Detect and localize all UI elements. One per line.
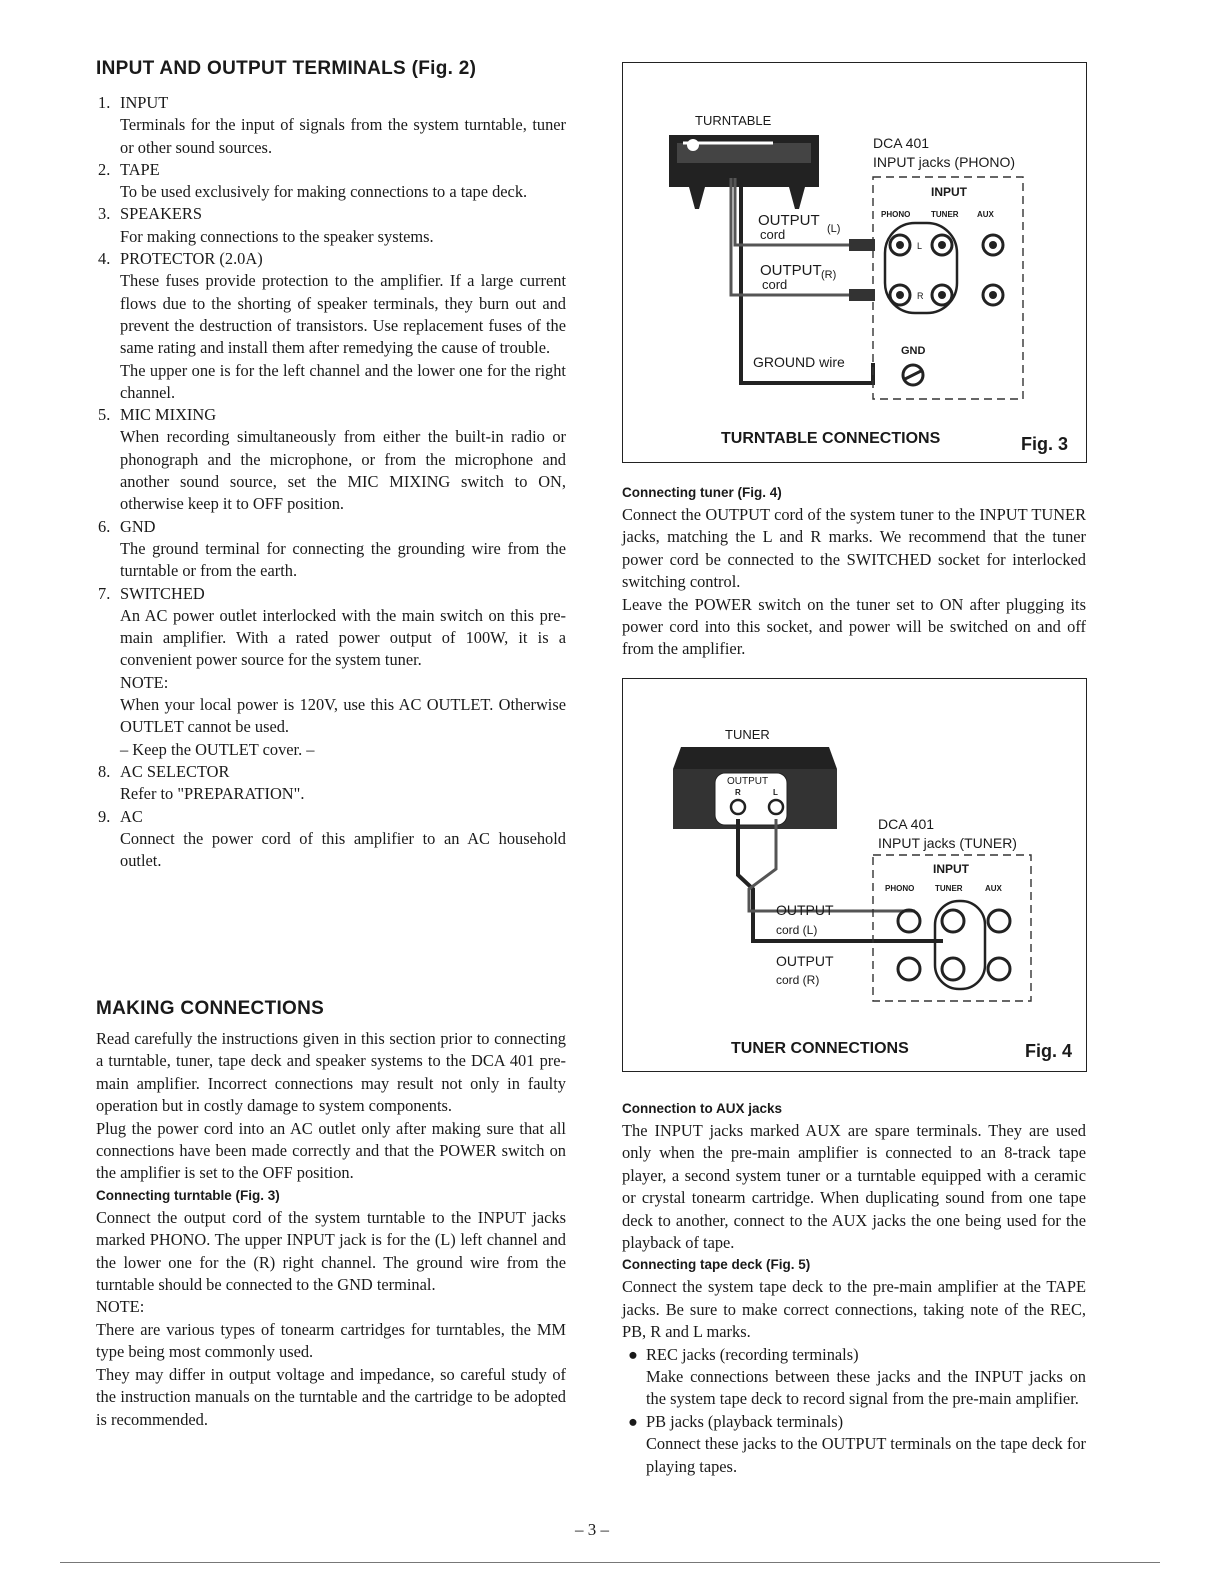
making-p2: Plug the power cord into an AC outlet only after making sure that all connections have been made correctly and that the POWER switch on the amplifier is set to the OFF position. xyxy=(96,1118,566,1183)
item-text: These fuses provide protection to the amplifier. If a large current flows due to the shorting of speaker terminals, they burn out and prevent the destruction of transistors. Use replacement fuses of the same rating and install them after remedying the cause of trouble. xyxy=(120,271,566,358)
aux-text: The INPUT jacks marked AUX are spare terminals. They are used only when the pre-main amplifier is connected to an 8-track tape player, a second system tuner or a turntable equipped with a ceramic or crystal tonearm cartridge. When duplicating sound from one tape deck to another, connect to the AUX jacks the one being used for the playback of tape. xyxy=(622,1121,1086,1253)
turntable-label: TURNTABLE xyxy=(695,113,772,128)
fig4-number: Fig. 4 xyxy=(1025,1041,1073,1061)
list-item xyxy=(96,159,566,204)
bottom-rule xyxy=(60,1562,1160,1563)
phono-label: PHONO xyxy=(885,884,915,893)
jack-center xyxy=(896,291,904,299)
fig4-caption: TUNER CONNECTIONS xyxy=(731,1040,909,1057)
jack-aux-l xyxy=(988,910,1010,932)
tuner-label: TUNER xyxy=(725,727,770,742)
jack-phono-r xyxy=(898,958,920,980)
terminals-list xyxy=(96,92,566,872)
fig4-tuner-connections xyxy=(622,678,1087,1072)
plug-left xyxy=(849,239,875,251)
list-item xyxy=(96,806,566,873)
item-text: Refer to "PREPARATION". xyxy=(120,784,305,804)
item-text: An AC power outlet interlocked with the main switch on this pre-main amplifier. With a rated power output of 100W, it is a convenient power source for the system tuner. xyxy=(120,605,566,670)
item-text: To be used exclusively for making connections to a tape deck. xyxy=(120,182,528,202)
list-item xyxy=(96,516,566,583)
cord-l-label: cord (L) xyxy=(776,923,818,937)
jack-phono-l xyxy=(898,910,920,932)
output-r-label: OUTPUT xyxy=(760,262,822,279)
item-title: AC xyxy=(120,806,143,826)
list-item xyxy=(622,1344,1086,1411)
item-number: 2. xyxy=(98,159,111,179)
turntable-diagram xyxy=(623,63,1086,463)
bullet-icon: ● xyxy=(628,1411,638,1431)
bullet-icon: ● xyxy=(628,1344,638,1364)
cord-l-label: cord xyxy=(760,227,786,242)
output-l-label: OUTPUT xyxy=(758,212,820,229)
output-panel-label: OUTPUT xyxy=(727,776,769,787)
item-number: 1. xyxy=(98,93,111,112)
r-jack-mark: R xyxy=(917,291,924,301)
bullet-text: Make connections between these jacks and the INPUT jacks on the system tape deck to record signal from the pre-main amplifier. xyxy=(646,1367,1086,1409)
tuner-subheading: Connecting tuner (Fig. 4) xyxy=(622,485,782,500)
item-title: GND xyxy=(120,516,156,536)
note-text-2: – Keep the OUTLET cover. – xyxy=(120,739,315,759)
note-label: NOTE: xyxy=(96,1297,145,1317)
bullet-title: PB jacks (playback terminals) xyxy=(646,1411,844,1431)
bullet-title: REC jacks (recording terminals) xyxy=(646,1344,859,1364)
turntable-pivot xyxy=(687,139,699,151)
note-text: When your local power is 120V, use this AC OUTLET. Otherwise OUTLET cannot be used. xyxy=(120,695,566,737)
jack-tuner-r xyxy=(942,958,964,980)
item-number: 3. xyxy=(98,204,111,224)
note-label: NOTE: xyxy=(120,672,169,692)
list-item xyxy=(96,583,566,761)
making-connections-section xyxy=(96,998,566,1431)
tape-text: Connect the system tape deck to the pre-main amplifier at the TAPE jacks. Be sure to make correct connections, taking note of the REC, PB, R and L marks. xyxy=(622,1277,1086,1342)
list-item xyxy=(96,203,566,248)
r-mark: R xyxy=(735,788,741,797)
note-text-2: They may differ in output voltage and impedance, so careful study of the instruction manuals on the turntable and the cartridge to be adopted is recommended. xyxy=(96,1364,566,1429)
output-r-label: OUTPUT xyxy=(776,953,834,969)
jack-tuner-l xyxy=(942,910,964,932)
list-item xyxy=(622,1411,1086,1478)
making-heading: MAKING CONNECTIONS xyxy=(96,998,325,1019)
aux-subheading: Connection to AUX jacks xyxy=(622,1101,783,1116)
item-title: SPEAKERS xyxy=(120,204,202,224)
item-text: Connect the power cord of this amplifier to an AC household outlet. xyxy=(120,828,566,871)
item-number: 5. xyxy=(98,405,111,425)
fig3-turntable-connections xyxy=(622,62,1087,463)
item-text: The ground terminal for connecting the grounding wire from the turntable or from the earth. xyxy=(120,538,566,581)
item-text: For making connections to the speaker systems. xyxy=(120,226,434,246)
making-body xyxy=(96,1028,566,1431)
jack-center xyxy=(989,291,997,299)
ground-wire xyxy=(741,178,873,383)
list-item xyxy=(96,92,566,159)
fig3-caption: TURNTABLE CONNECTIONS xyxy=(721,430,941,447)
item-title: MIC MIXING xyxy=(120,405,217,425)
turntable-foot-left xyxy=(689,187,705,209)
item-title: AC SELECTOR xyxy=(120,761,230,781)
left-column xyxy=(96,58,566,872)
item-number: 8. xyxy=(98,761,111,781)
aux-tape-body xyxy=(622,1098,1086,1478)
item-title: INPUT xyxy=(120,93,169,112)
item-number: 9. xyxy=(98,806,111,826)
model-label: DCA 401 xyxy=(873,135,930,151)
tuner-top xyxy=(673,747,837,769)
turntable-subheading: Connecting turntable (Fig. 3) xyxy=(96,1187,280,1203)
item-text-2: The upper one is for the left channel and the lower one for the right channel. xyxy=(120,360,566,402)
terminals-heading: INPUT AND OUTPUT TERMINALS (Fig. 2) xyxy=(96,58,477,79)
l-mark: (L) xyxy=(827,223,841,235)
tuner-label: TUNER xyxy=(931,210,959,219)
phono-label: PHONO xyxy=(881,210,911,219)
plug-right xyxy=(849,289,875,301)
gnd-slot xyxy=(905,371,921,379)
list-item xyxy=(96,248,566,404)
tape-subheading: Connecting tape deck (Fig. 5) xyxy=(622,1257,811,1273)
tuner-jack-label: TUNER xyxy=(935,884,963,893)
jack-center xyxy=(938,291,946,299)
jack-center xyxy=(938,241,946,249)
turntable-text: Connect the output cord of the system turntable to the INPUT jacks marked PHONO. The upper INPUT jack is for the (L) left channel and the lower one for the (R) right channel. The ground wire from the turntable should be connected to the GND terminal. xyxy=(96,1207,566,1295)
input-label: INPUT xyxy=(931,185,967,199)
model-label: DCA 401 xyxy=(878,816,935,832)
jack-center xyxy=(896,241,904,249)
item-text: Terminals for the input of signals from the system turntable, tuner or other sound sources. xyxy=(120,115,566,157)
item-text: When recording simultaneously from either the built-in radio or phonograph and the microphone, or from the microphone and another sound source, set the MIC MIXING switch to ON, otherwise keep it to OFF position. xyxy=(120,427,566,514)
item-title: TAPE xyxy=(120,159,160,179)
list-item xyxy=(96,404,566,515)
aux-label: AUX xyxy=(977,210,994,219)
tuner-section xyxy=(622,482,1086,661)
item-title: PROTECTOR (2.0A) xyxy=(120,249,263,269)
turntable-foot-right xyxy=(789,187,805,209)
aux-tape-section xyxy=(622,1098,1086,1478)
item-number: 7. xyxy=(98,583,111,603)
jack-aux-r xyxy=(988,958,1010,980)
gnd-label: GND xyxy=(901,345,926,357)
cord-r-label: cord (R) xyxy=(776,973,820,987)
page-number: – 3 – xyxy=(575,1520,609,1539)
aux-label: AUX xyxy=(985,884,1002,893)
output-l-label: OUTPUT xyxy=(776,902,834,918)
making-p1: Read carefully the instructions given in this section prior to connecting a turntable, tuner, tape deck and speaker systems to the DCA 401 pre-main amplifier. Incorrect connections may result not only in faulty operation but in costly damage to system components. xyxy=(96,1029,566,1116)
jack-center xyxy=(989,241,997,249)
ground-wire-label: GROUND wire xyxy=(753,354,845,370)
l-mark: L xyxy=(773,788,778,797)
jacks-label: INPUT jacks (PHONO) xyxy=(873,154,1016,170)
tuner-p1: Connect the OUTPUT cord of the system tuner to the INPUT TUNER jacks, matching the L and R marks. We recommend that the tuner power cord be connected to the SWITCHED socket for interlocked switching control. xyxy=(622,505,1086,592)
l-jack-mark: L xyxy=(917,241,923,251)
cord-r-label: cord xyxy=(762,277,788,292)
item-title: SWITCHED xyxy=(120,583,205,603)
fig3-number: Fig. 3 xyxy=(1021,434,1069,454)
tuner-p2: Leave the POWER switch on the tuner set to ON after plugging its power cord into this socket, and power will be switched on and off from the amplifier. xyxy=(622,594,1086,659)
input-label: INPUT xyxy=(933,862,969,876)
item-number: 6. xyxy=(98,516,111,536)
note-text-1: There are various types of tonearm cartridges for turntables, the MM type being most commonly used. xyxy=(96,1319,566,1362)
item-number: 4. xyxy=(98,249,111,269)
r-mark: (R) xyxy=(821,269,837,281)
output-cord-l xyxy=(749,819,915,911)
list-item xyxy=(96,761,566,806)
tuner-diagram xyxy=(623,679,1086,1071)
bullet-text: Connect these jacks to the OUTPUT terminals on the tape deck for playing tapes. xyxy=(646,1434,1086,1476)
jacks-label: INPUT jacks (TUNER) xyxy=(878,835,1017,851)
tuner-body xyxy=(622,482,1086,661)
